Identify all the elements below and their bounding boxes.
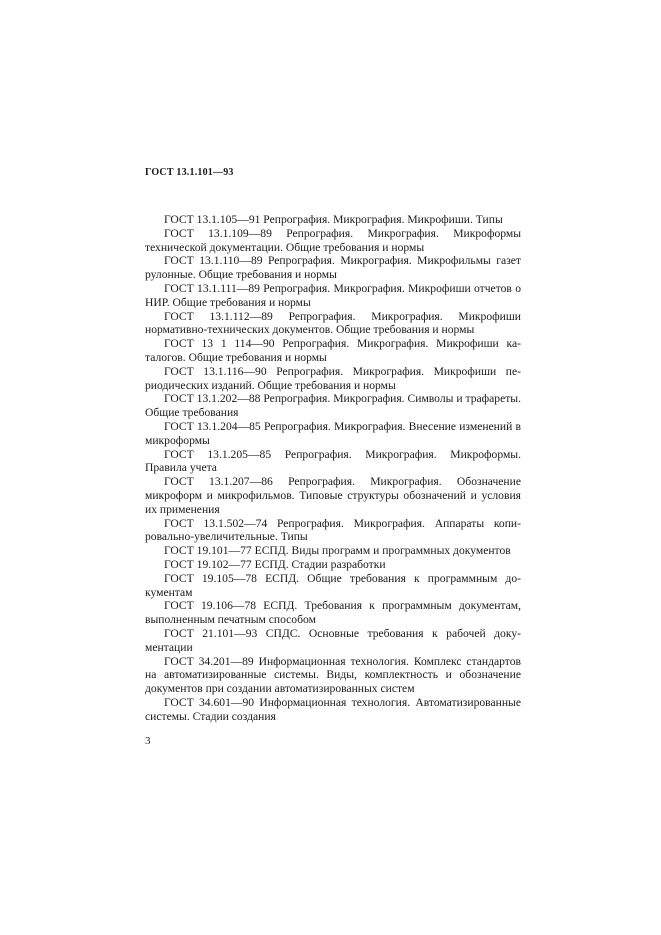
list-item: ГОСТ 13.1.110—89 Репрография. Микрография. Микрофильмы газет рулонные. Общие требования и нормы — [145, 254, 521, 282]
list-item: ГОСТ 13.1.502—74 Репрография. Микрография. Аппараты копировально-увеличительные. Типы — [145, 516, 521, 544]
list-item: ГОСТ 13.1.109—89 Репрография. Микрография. Микроформы технической документации. Общие требования и нормы — [145, 226, 521, 254]
list-item: ГОСТ 13.1.111—89 Репрография. Микрография. Микрофиши отчетов о НИР. Общие требования и нормы — [145, 281, 521, 309]
page-number: 3 — [145, 735, 151, 747]
list-item: ГОСТ 19.105—78 ЕСПД. Общие требования к программным документам — [145, 571, 521, 599]
list-item: ГОСТ 13.1.205—85 Репрография. Микрография. Микроформы. Правила учета — [145, 447, 521, 475]
document-header: ГОСТ 13.1.101—93 — [145, 167, 234, 178]
list-item: ГОСТ 34.601—90 Информационная технология. Автоматизированные системы. Стадии создания — [145, 695, 521, 723]
list-item: ГОСТ 13.1.202—88 Репрография. Микрография. Символы и трафареты. Общие требования — [145, 392, 521, 420]
list-item: ГОСТ 19.101—77 ЕСПД. Виды программ и программных документов — [164, 544, 511, 558]
list-item: ГОСТ 13.1.204—85 Репрография. Микрография. Внесение изменений в микроформы — [145, 419, 521, 447]
list-item: ГОСТ 21.101—93 СПДС. Основные требования к рабочей документации — [145, 626, 521, 654]
list-item: ГОСТ 34.201—89 Информационная технология. Комплекс стандартов на автоматизированные системы. Виды, комплектность и обозначение документов при создании автоматизированных систем — [145, 654, 521, 696]
list-item: ГОСТ 13.1.105—91 Репрография. Микрография. Микрофиши. Типы — [164, 213, 503, 226]
list-item: ГОСТ 13.1.116—90 Репрография. Микрография. Микрофиши периодических изданий. Общие требования и нормы — [145, 364, 521, 392]
list-item: ГОСТ 19.106—78 ЕСПД. Требования к программным документам, выполненным печатным способом — [145, 599, 521, 627]
list-item: ГОСТ 13 1 114—90 Репрография. Микрография. Микрофиши каталогов. Общие требования и нормы — [145, 337, 521, 364]
standards-reference-list — [145, 213, 521, 723]
list-item: ГОСТ 13.1.207—86 Репрография. Микрография. Обозначение микроформ и микрофильмов. Типовые структуры обозначений и условия их применения — [145, 475, 521, 516]
list-item: ГОСТ 13.1.112—89 Репрография. Микрография. Микрофиши нормативно-технических документов. Общие требования и нормы — [145, 309, 521, 337]
list-item: ГОСТ 19.102—77 ЕСПД. Стадии разработки — [164, 557, 386, 571]
